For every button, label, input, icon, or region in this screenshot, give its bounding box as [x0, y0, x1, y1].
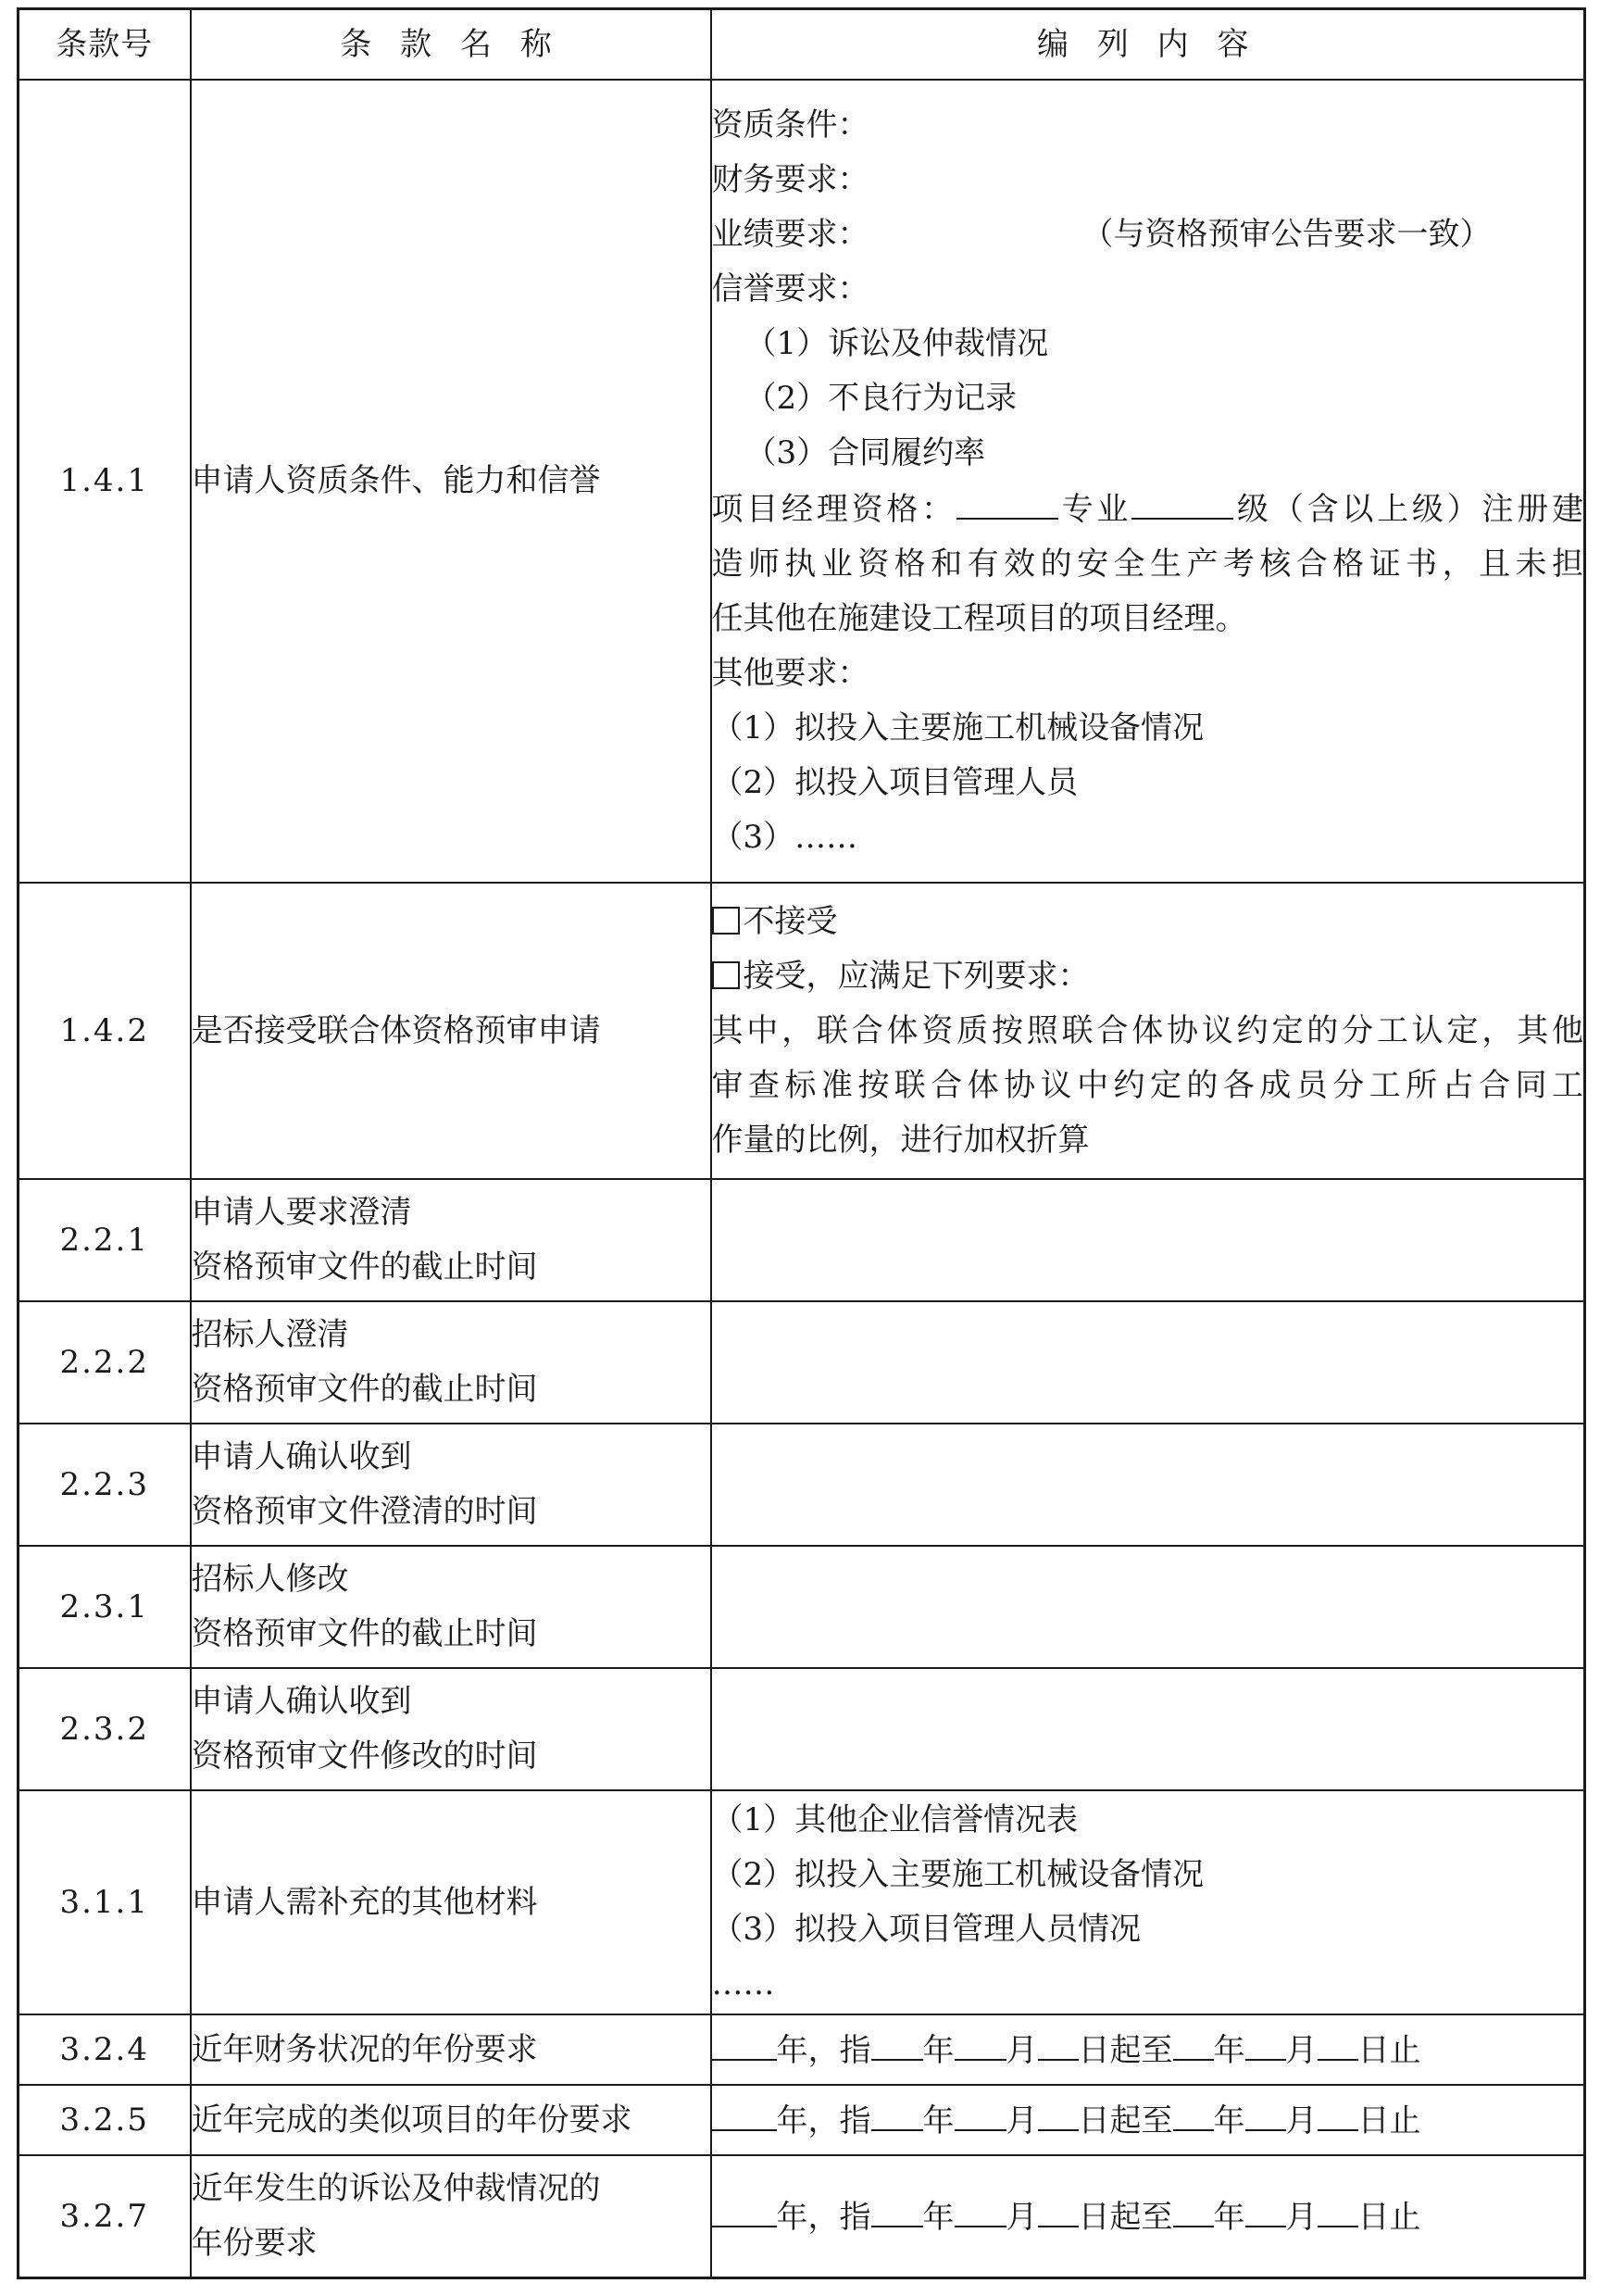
- clause-content: [711, 883, 1585, 1179]
- content-line: 资质条件：: [711, 106, 869, 144]
- blank-field[interactable]: [1038, 2189, 1079, 2227]
- pm-mid: 专业: [1057, 490, 1132, 528]
- table-row: [19, 2085, 1585, 2155]
- clause-number: 3.2.5: [19, 2085, 191, 2155]
- content-line: [712, 207, 1584, 262]
- clause-name: [191, 1546, 711, 1668]
- unit-label: 月: [1006, 2102, 1038, 2139]
- clause-content: [711, 80, 1585, 883]
- blank-field[interactable]: [1038, 2092, 1079, 2131]
- blank-field[interactable]: [1173, 2022, 1214, 2061]
- blank-field[interactable]: [1173, 2092, 1214, 2131]
- content-line: [712, 481, 1584, 537]
- name-line: 申请人确认收到: [191, 1683, 412, 1720]
- option-accept[interactable]: [712, 949, 1584, 1004]
- blank-field[interactable]: [712, 2092, 777, 2131]
- table-row: [19, 1179, 1585, 1301]
- clause-name: 申请人需补充的其他材料: [191, 1790, 711, 2014]
- table-row: [19, 1790, 1585, 2014]
- blank-field[interactable]: [1173, 2189, 1214, 2227]
- clause-number: 3.1.1: [19, 1790, 191, 2014]
- list-item: （3）合同履约率: [744, 433, 986, 471]
- table-row: [19, 1424, 1585, 1546]
- blank-field[interactable]: [955, 2022, 1006, 2061]
- content-line: 任其他在施建设工程项目的项目经理。: [711, 599, 1247, 637]
- unit-label: 年: [1213, 2102, 1245, 2139]
- clause-name: [191, 1179, 711, 1301]
- checkbox-icon[interactable]: [712, 961, 740, 989]
- blank-field[interactable]: [1318, 2092, 1358, 2131]
- performance-note: （与资格预审公告要求一致）: [1081, 215, 1492, 253]
- list-item: （1）其他企业信誉情况表: [711, 1801, 1079, 1838]
- content-line: 造师执业资格和有效的安全生产考核合格证书，且未担: [711, 545, 1583, 583]
- list-item: （1）拟投入主要施工机械设备情况: [711, 709, 1205, 747]
- blank-field[interactable]: [871, 2092, 923, 2131]
- clause-content[interactable]: [711, 1424, 1585, 1546]
- unit-label: ，指: [807, 2198, 871, 2236]
- unit-label: 年: [776, 2031, 808, 2069]
- clause-name: [191, 1668, 711, 1790]
- unit-label: 月: [1285, 2031, 1318, 2069]
- blank-field[interactable]: [1318, 2022, 1358, 2061]
- clause-name: [191, 2155, 711, 2278]
- name-line: 资格预审文件的截止时间: [191, 1371, 538, 1408]
- date-range-field[interactable]: [711, 2014, 1585, 2085]
- blank-field[interactable]: [871, 2189, 923, 2227]
- table-row: [19, 883, 1585, 1179]
- header-clause-name: 条 款 名 称: [191, 9, 711, 81]
- date-range-field[interactable]: [711, 2155, 1585, 2278]
- performance-label: 业绩要求：: [711, 215, 869, 253]
- name-line: 招标人修改: [191, 1561, 349, 1598]
- clause-name: [191, 1424, 711, 1546]
- name-line: 申请人要求澄清: [191, 1194, 412, 1231]
- header-row: [19, 9, 1585, 81]
- unit-label: 月: [1006, 2031, 1038, 2069]
- name-line: 资格预审文件澄清的时间: [191, 1493, 538, 1530]
- blank-field[interactable]: [1245, 2022, 1286, 2061]
- clause-content[interactable]: [711, 1546, 1585, 1668]
- name-line: 资格预审文件的截止时间: [191, 1248, 538, 1286]
- table-row: [19, 1546, 1585, 1668]
- list-item: （2）拟投入项目管理人员: [711, 763, 1079, 801]
- unit-label: 年: [922, 2031, 955, 2069]
- name-line: 招标人澄清: [191, 1316, 349, 1353]
- clause-name: 是否接受联合体资格预审申请: [191, 883, 711, 1179]
- date-range-field[interactable]: [711, 2085, 1585, 2155]
- name-line: 资格预审文件的截止时间: [191, 1615, 538, 1652]
- clause-number: 3.2.4: [19, 2014, 191, 2085]
- header-clause-number: 条款号: [19, 9, 191, 81]
- blank-field[interactable]: [712, 2189, 777, 2227]
- name-line: 近年发生的诉讼及仲裁情况的: [191, 2170, 601, 2207]
- clause-number: 2.2.2: [19, 1301, 191, 1424]
- unit-label: ，指: [807, 2031, 871, 2069]
- blank-field: [956, 481, 1058, 520]
- content-line: 财务要求：: [711, 160, 869, 198]
- content-line: 审查标准按联合体协议中约定的各成员分工所占合同工: [711, 1066, 1583, 1104]
- clause-number: 2.3.2: [19, 1668, 191, 1790]
- name-line: 申请人确认收到: [191, 1438, 412, 1475]
- blank-field[interactable]: [955, 2092, 1006, 2131]
- content-line: 作量的比例，进行加权折算: [711, 1121, 1090, 1159]
- unit-label: 日止: [1357, 2198, 1421, 2236]
- unit-label: 年: [922, 2102, 955, 2139]
- clause-number: 3.2.7: [19, 2155, 191, 2278]
- unit-label: 年: [922, 2198, 955, 2236]
- clause-number: 2.2.1: [19, 1179, 191, 1301]
- clause-number: 1.4.2: [19, 883, 191, 1179]
- list-item: ……: [711, 1965, 775, 2002]
- unit-label: 月: [1285, 2198, 1318, 2236]
- list-item: （2）不良行为记录: [744, 379, 1018, 417]
- clause-number: 2.2.3: [19, 1424, 191, 1546]
- content-line: 其中，联合体资质按照联合体协议约定的分工认定，其他: [711, 1011, 1583, 1049]
- clause-table: [17, 7, 1586, 2279]
- blank-field[interactable]: [1245, 2189, 1286, 2227]
- unit-label: 日起至: [1078, 2031, 1173, 2069]
- option-label: 不接受: [743, 902, 838, 940]
- table-row: [19, 1668, 1585, 1790]
- unit-label: 年: [776, 2198, 808, 2236]
- unit-label: 日止: [1357, 2031, 1421, 2069]
- list-item: （2）拟投入主要施工机械设备情况: [711, 1856, 1205, 1893]
- unit-label: 日起至: [1078, 2102, 1173, 2139]
- clause-content[interactable]: [711, 1301, 1585, 1424]
- list-item: （1）诉讼及仲裁情况: [744, 324, 1049, 362]
- blank-field[interactable]: [955, 2189, 1006, 2227]
- clause-name: 近年完成的类似项目的年份要求: [191, 2085, 711, 2155]
- table-row: [19, 2014, 1585, 2085]
- unit-label: 年: [776, 2102, 808, 2139]
- blank-field[interactable]: [1038, 2022, 1079, 2061]
- unit-label: ，指: [807, 2102, 871, 2139]
- clause-content[interactable]: [711, 1668, 1585, 1790]
- option-not-accept[interactable]: [712, 895, 1584, 949]
- unit-label: 月: [1285, 2102, 1318, 2139]
- unit-label: 月: [1006, 2198, 1038, 2236]
- option-label: 接受，应满足下列要求：: [743, 957, 1090, 995]
- content-line: 其他要求：: [711, 654, 869, 692]
- table-row: [19, 80, 1585, 883]
- clause-number: 1.4.1: [19, 80, 191, 883]
- unit-label: 日起至: [1078, 2198, 1173, 2236]
- list-item: （3）……: [711, 818, 858, 856]
- unit-label: 年: [1213, 2031, 1245, 2069]
- table-row: [19, 2155, 1585, 2278]
- blank-field[interactable]: [1318, 2189, 1358, 2227]
- blank-field[interactable]: [712, 2022, 777, 2061]
- pm-suffix: 级（含以上级）注册建: [1233, 490, 1583, 528]
- content-line: 信誉要求：: [711, 270, 869, 307]
- unit-label: 日止: [1357, 2102, 1421, 2139]
- list-item: （3）拟投入项目管理人员情况: [711, 1911, 1142, 1948]
- header-content: 编 列 内 容: [711, 9, 1585, 81]
- clause-content[interactable]: [711, 1179, 1585, 1301]
- clause-content: [711, 1790, 1585, 2014]
- blank-field[interactable]: [871, 2022, 923, 2061]
- table-row: [19, 1301, 1585, 1424]
- clause-name: [191, 1301, 711, 1424]
- checkbox-icon[interactable]: [712, 907, 740, 935]
- blank-field[interactable]: [1245, 2092, 1286, 2131]
- pm-prefix: 项目经理资格：: [711, 490, 956, 528]
- unit-label: 年: [1213, 2198, 1245, 2236]
- name-line: 资格预审文件修改的时间: [191, 1738, 538, 1775]
- name-line: 年份要求: [191, 2225, 318, 2262]
- blank-field: [1131, 481, 1233, 520]
- clause-name: 近年财务状况的年份要求: [191, 2014, 711, 2085]
- clause-number: 2.3.1: [19, 1546, 191, 1668]
- clause-name: 申请人资质条件、能力和信誉: [191, 80, 711, 883]
